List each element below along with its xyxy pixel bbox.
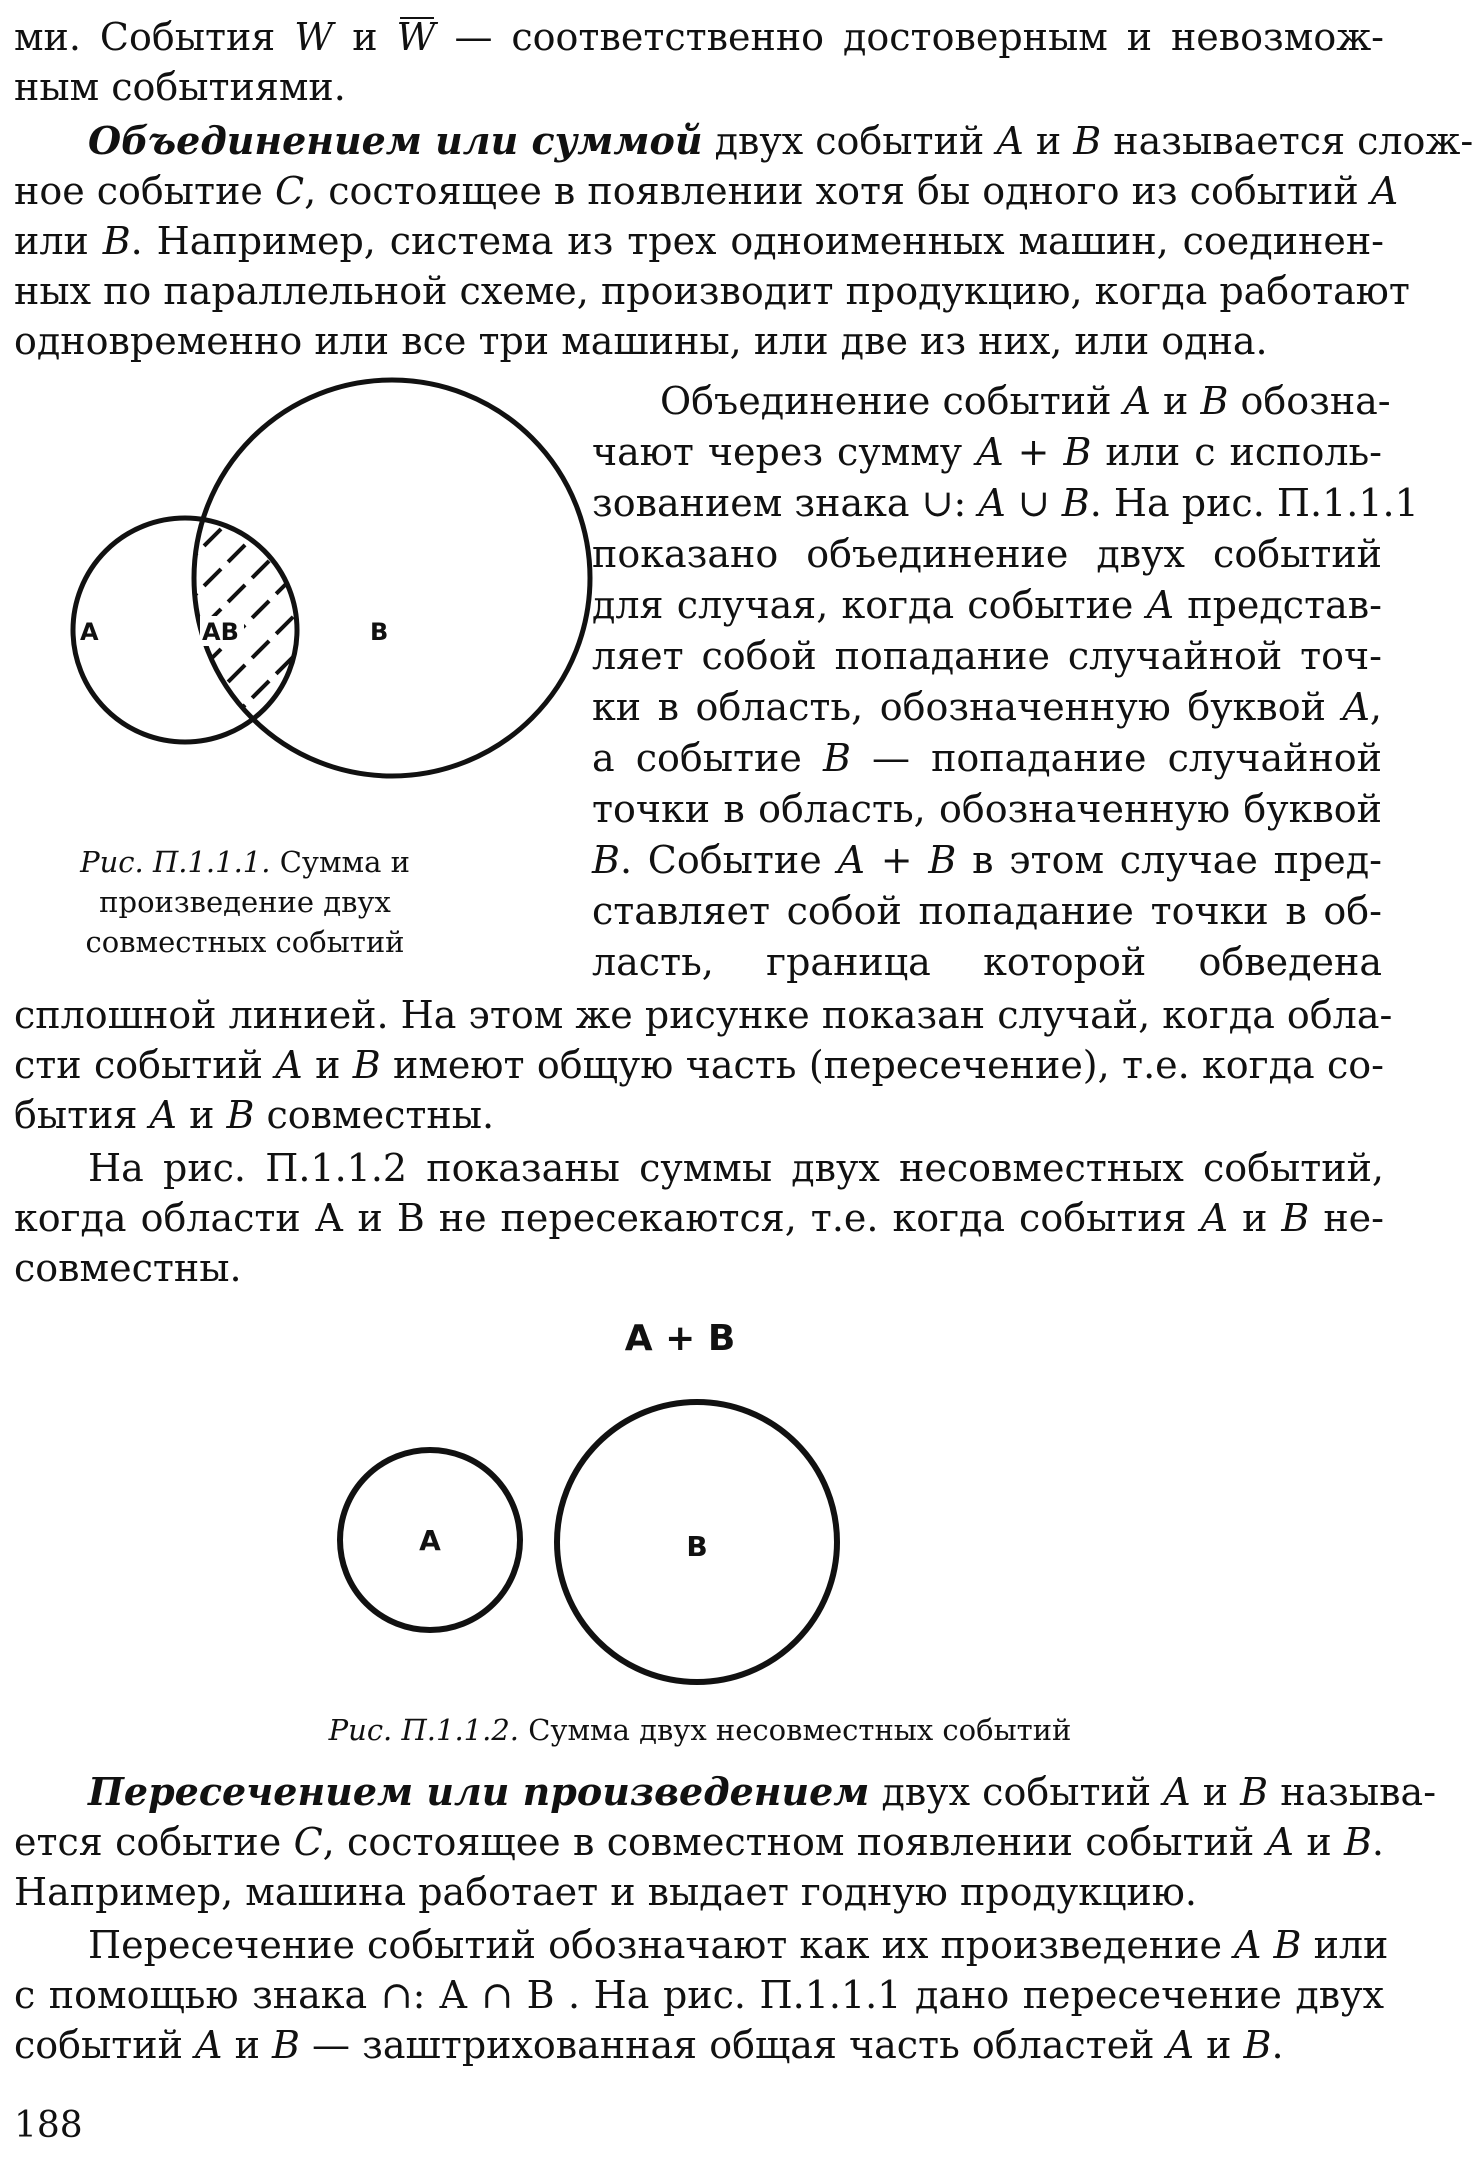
text-line: Объединением или суммой двух событий A и B называется слож-	[88, 118, 1473, 163]
text-line: Объединение событий A и B обозна-	[660, 379, 1391, 423]
region-label-b: B	[686, 1530, 708, 1563]
page-number: 188	[14, 2105, 83, 2146]
text-line: событий A и B — заштрихованная общая часть областей A и B.	[14, 2023, 1284, 2067]
text-line: чают через сумму A + B или с исполь-	[592, 430, 1383, 474]
w-bar-symbol: W	[396, 12, 435, 62]
text-line: На рис. П.1.1.2 показаны суммы двух несовместных событий,	[88, 1146, 1384, 1190]
text-line: точки в область, обозначенную буквой	[592, 787, 1382, 831]
text-line: B. Событие A + B в этом случае пред-	[592, 838, 1382, 882]
text-line: а событие B — попадание случайной	[592, 736, 1382, 780]
text-line: ным событиями.	[14, 65, 346, 109]
text-line: для случая, когда событие A представ-	[592, 583, 1382, 627]
text-line: Пересечение событий обозначают как их произведение A B или	[88, 1923, 1389, 1967]
text-line: ласть, граница которой обведена	[592, 940, 1382, 984]
figure2-caption: Рис. П.1.1.2. Сумма двух несовместных событий	[328, 1713, 1072, 1747]
region-label-a: A	[419, 1524, 441, 1557]
text-line: или B. Например, система из трех одноименных машин, соединен-	[14, 219, 1384, 263]
figure1-caption: Рис. П.1.1.1. Сумма и произведение двух совместных событий	[80, 845, 410, 959]
text-line: совместны.	[14, 1246, 242, 1290]
text-line: когда области А и В не пересекаются, т.е. когда события A и B не-	[14, 1196, 1384, 1240]
text-line: ется событие C, состоящее в совместном появлении событий A и B.	[14, 1820, 1385, 1864]
hatch-mask	[40, 380, 590, 810]
text-line: бытия A и B совместны.	[14, 1093, 495, 1137]
term-intersection: Пересечением или произведением	[88, 1769, 870, 1814]
region-label-ab: AB	[202, 618, 239, 646]
text-line: ных по параллельной схеме, производит продукцию, когда работают	[14, 269, 1410, 313]
text-line: показано объединение двух событий	[592, 532, 1382, 576]
text-line: ляет собой попадание случайной точ-	[592, 634, 1382, 678]
venn-diagram-disjoint	[320, 1300, 880, 1680]
figure2-title: A + B	[624, 1318, 736, 1359]
text-line: сплошной линией. На этом же рисунке показан случай, когда обла-	[14, 993, 1393, 1037]
region-label-a: A	[80, 618, 99, 646]
text-line: ставляет собой попадание точки в об-	[592, 889, 1382, 933]
venn-diagram-intersecting	[40, 390, 560, 810]
text-line: ки в область, обозначенную буквой A,	[592, 685, 1382, 729]
region-label-b: B	[370, 618, 389, 646]
text-line: Например, машина работает и выдает годную продукцию.	[14, 1870, 1197, 1914]
text-line: Пересечением или произведением двух событий A и B называ-	[88, 1769, 1437, 1814]
text-line: зованием знака ∪: A ∪ B. На рис. П.1.1.1	[592, 481, 1419, 525]
term-union: Объединением или суммой	[88, 118, 703, 163]
text-line: сти событий A и B имеют общую часть (пересечение), т.е. когда со-	[14, 1043, 1384, 1087]
text-line: ное событие C, состоящее в появлении хотя бы одного из событий A	[14, 169, 1399, 213]
text-line: ми. События W и W — соответственно достоверным и невозмож-	[14, 12, 1384, 62]
text-line: с помощью знака ∩: А ∩ В . На рис. П.1.1.1 дано пересечение двух	[14, 1973, 1384, 2017]
text-line: одновременно или все три машины, или две из них, или одна.	[14, 319, 1268, 363]
